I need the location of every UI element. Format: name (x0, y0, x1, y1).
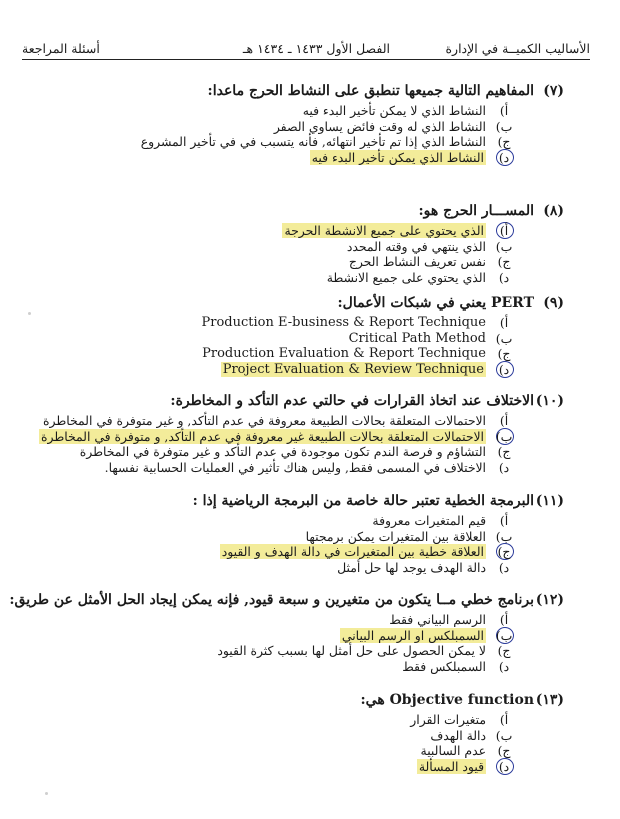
option-label: ج) (497, 254, 511, 270)
option-text: النشاط الذي إذا تم تأخير انتهائه, فأنه يتسبب في في تأخير المشروع (140, 134, 486, 150)
question-stem: Objective function هي: (360, 692, 534, 708)
option-text-highlighted: الاحتمالات المتعلقة بحالات الطبيعة غير معروفة في عدم التأكد, و متوفرة في المخاطرة (41, 428, 484, 444)
question-10 (19, 393, 564, 475)
option-label: د) (498, 361, 510, 377)
term-label: الفصل الأول ١٤٣٣ ـ ١٤٣٤ هـ (242, 41, 390, 56)
option-text: متغيرات القرار (410, 712, 486, 727)
question-stem: البرمجة الخطية تعتبر حالة خاصة من البرمجة الرياضية إذا : (192, 493, 534, 509)
option-text: الذي يحتوي على جميع الانشطة (326, 269, 486, 285)
scan-speck (28, 312, 31, 315)
option-label: أ) (499, 712, 509, 727)
option-label: د) (498, 459, 510, 475)
question-11 (19, 493, 564, 575)
option-b (19, 119, 564, 135)
option-label: أ) (499, 103, 509, 118)
option-label: أ) (499, 513, 509, 528)
option-b (19, 429, 564, 445)
question-number: (٩) (543, 295, 564, 311)
option-label: أ) (499, 315, 509, 330)
option-d (19, 659, 564, 675)
question-number: (٧) (543, 83, 564, 99)
option-a (19, 315, 564, 331)
option-text: النشاط الذي له وقت فائض يساوي الصفر (273, 118, 486, 134)
option-c (19, 346, 564, 362)
sheet-kind: أسئلة المراجعة (22, 41, 100, 56)
option-label: ب) (495, 428, 513, 444)
option-text: Production E-business & Report Technique (201, 315, 486, 330)
question-9 (19, 295, 564, 377)
option-text: الاحتمالات المتعلقة بحالات الطبيعة معروفة في عدم التأكد, و غير متوفرة في المخاطرة (43, 413, 486, 428)
question-8 (19, 203, 564, 285)
option-label: د) (498, 758, 510, 774)
option-text: لا يمكن الحصول على حل أمثل لها بسبب كثرة القيود (217, 643, 486, 659)
question-stem: PERT يعني في شبكات الأعمال: (337, 295, 534, 311)
option-text-highlighted: السمبلكس او الرسم البياني (341, 627, 484, 643)
option-b (19, 628, 564, 644)
option-a (19, 103, 564, 119)
option-label: ب) (495, 627, 513, 643)
option-label: ج) (497, 444, 511, 460)
option-label: أ) (499, 612, 509, 627)
option-d (19, 150, 564, 166)
option-text-highlighted: العلاقة خطية بين المتغيرات في دالة الهدف و القيود (221, 544, 484, 560)
option-text: Critical Path Method (348, 330, 486, 346)
option-text: Production Evaluation & Report Technique (202, 346, 486, 362)
option-label: أ) (499, 223, 509, 238)
option-label: ب) (495, 238, 513, 254)
option-d (19, 460, 564, 476)
question-number: (١٣) (535, 692, 564, 708)
option-c (19, 134, 564, 150)
question-stem: برنامج خطي مــا يتكون من متغيرين و سبعة قيود, فإنه يمكن إيجاد الحل الأمثل عن طريق: (9, 592, 534, 608)
question-stem: المســـار الحرج هو: (418, 203, 534, 219)
question-number: (١٠) (535, 393, 564, 409)
option-label: ج) (497, 544, 511, 560)
option-label: ب) (495, 118, 513, 134)
option-text: قيم المتغيرات معروفة (372, 513, 486, 528)
scan-speck (45, 792, 48, 795)
option-label: د) (498, 658, 510, 674)
option-label: د) (498, 559, 510, 575)
option-text: الاختلاف في المسمى فقط, وليس هناك تأثير في العمليات الحسابية نفسها. (104, 459, 486, 475)
option-text-highlighted: قيود المسألة (418, 758, 484, 774)
option-label: د) (498, 269, 510, 285)
option-c (19, 254, 564, 270)
option-d (19, 270, 564, 286)
question-7 (19, 83, 564, 165)
option-d (19, 362, 564, 378)
question-stem: الاختلاف عند اتخاذ القرارات في حالتي عدم التأكد و المخاطرة: (170, 393, 534, 409)
option-text: التشاؤم و فرصة الندم تكون موجودة في عدم التأكد و غير متوفرة في المخاطرة (79, 444, 486, 460)
option-c (19, 544, 564, 560)
question-number: (١١) (535, 493, 564, 509)
option-label: ب) (495, 528, 513, 544)
question-stem: المفاهيم التالية جميعها تنطبق على النشاط الحرج ماعدا: (207, 83, 534, 99)
question-number: (١٢) (535, 592, 564, 608)
option-label: ج) (497, 134, 511, 150)
option-text-highlighted: الذي يحتوي على جميع الانشطة الحرجة (284, 223, 484, 238)
option-label: ب) (495, 727, 513, 743)
option-text: العلاقة بين المتغيرات يمكن برمجتها (305, 528, 486, 544)
question-13 (19, 692, 564, 774)
option-c (19, 743, 564, 759)
option-text: دالة الهدف (430, 727, 486, 743)
option-a (19, 612, 564, 628)
option-b (19, 239, 564, 255)
option-c (19, 444, 564, 460)
option-text: عدم السالبية (420, 743, 486, 759)
option-text: نفس تعريف النشاط الحرج (348, 254, 486, 270)
option-text: النشاط الذي لا يمكن تأخير البدء فيه (302, 103, 486, 118)
option-text: الرسم البياني فقط (389, 612, 486, 627)
option-c (19, 643, 564, 659)
option-b (19, 728, 564, 744)
option-label: ج) (497, 643, 511, 659)
option-a (19, 513, 564, 529)
option-label: د) (498, 149, 510, 165)
option-label: ب) (495, 330, 513, 346)
option-text-highlighted: النشاط الذي يمكن تأخير البدء فيه (311, 149, 484, 165)
option-d (19, 560, 564, 576)
option-a (19, 413, 564, 429)
option-text-highlighted: Project Evaluation & Review Technique (222, 361, 484, 377)
option-b (19, 331, 564, 347)
option-b (19, 529, 564, 545)
option-text: السمبلكس فقط (402, 658, 486, 674)
option-label: أ) (499, 413, 509, 428)
page-header (22, 39, 590, 60)
option-d (19, 759, 564, 775)
course-title: الأساليب الكميــة في الإدارة (445, 41, 590, 56)
option-label: ج) (497, 743, 511, 759)
option-text: الذي ينتهي في وقته المحدد (346, 238, 486, 254)
option-text: دالة الهدف يوجد لها حل أمثل (337, 559, 486, 575)
question-number: (٨) (543, 203, 564, 219)
option-label: ج) (497, 346, 511, 362)
question-12 (9, 592, 564, 674)
option-a (19, 712, 564, 728)
option-a (19, 223, 564, 239)
